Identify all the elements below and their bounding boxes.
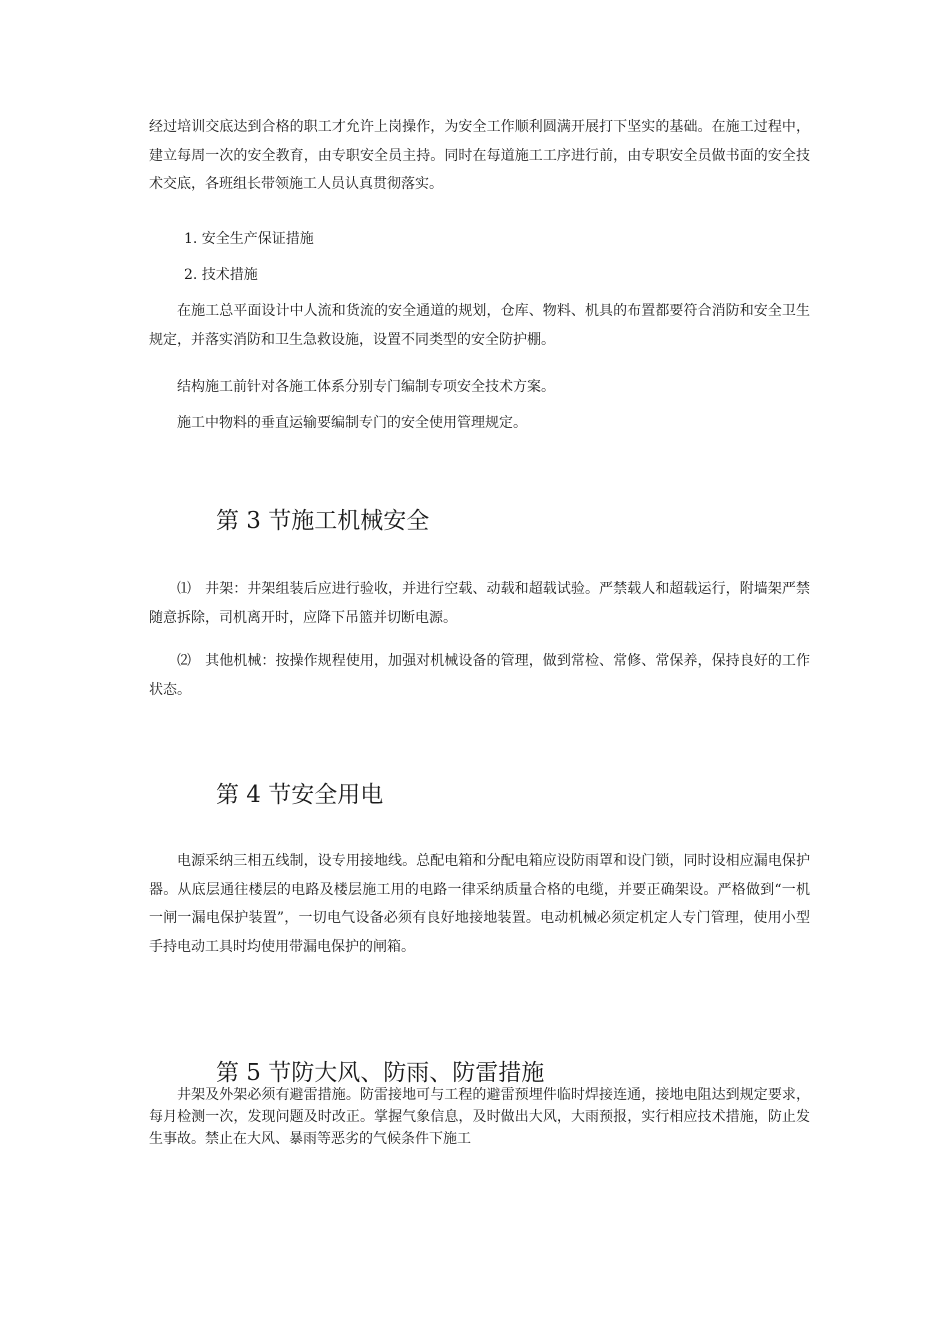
paragraph-electricity: 电源采纳三相五线制，设专用接地线。总配电箱和分配电箱应设防雨罩和设门锁，同时设相应漏电保护器。从底层通往楼层的电路及楼层施工用的电路一律采纳质量合格的电缆，并要正确架设。严格做到“一机一闸一漏电保护装置”，一切电气设备必须有良好地接地装置。电动机械必须定机定人专门管理，使用小型手持电动工具时均使用带漏电保护的闸箱。 [149,853,810,955]
section-5-title: 第 5 节防大风、防雨、防雷措施 [216,1060,545,1086]
list-item-safety-measures: 1. 安全生产保证措施 [184,231,314,247]
paragraph-weather-lightning: 井架及外架必须有避雷措施。防雷接地可与工程的避雷预埋件临时焊接连通，接地电阻达到规定要求，每月检测一次，发现问题及时改正。掌握气象信息，及时做出大风，大雨预报，实行相应技术措施，防止发生事故。禁止在大风、暴雨等恶劣的气候条件下施工 [149,1087,810,1147]
paragraph-other-machinery: ⑵ 其他机械：按操作规程使用，加强对机械设备的管理，做到常检、常修、常保养，保持良好的工作状态。 [149,653,810,698]
section-3-title: 第 3 节施工机械安全 [216,508,430,534]
paragraph-hoist: ⑴ 井架：井架组装后应进行验收，并进行空载、动载和超载试验。严禁载人和超载运行，附墙架严禁随意拆除，司机离开时，应降下吊篮并切断电源。 [149,581,810,626]
paragraph-site-layout: 在施工总平面设计中人流和货流的安全通道的规划，仓库、物料、机具的布置都要符合消防和安全卫生规定，并落实消防和卫生急救设施，设置不同类型的安全防护棚。 [149,303,810,348]
paragraph-vertical-transport: 施工中物料的垂直运输要编制专门的安全使用管理规定。 [177,415,527,431]
intro-continued-paragraph: 经过培训交底达到合格的职工才允许上岗操作，为安全工作顺利圆满开展打下坚实的基础。在施工过程中，建立每周一次的安全教育，由专职安全员主持。同时在每道施工工序进行前，由专职安全员做书面的安全技术交底，各班组长带领施工人员认真贯彻落实。 [149,119,810,192]
section-4-title: 第 4 节安全用电 [216,782,384,808]
list-item-technical-measures: 2. 技术措施 [184,267,258,283]
paragraph-structure-plan: 结构施工前针对各施工体系分别专门编制专项安全技术方案。 [177,379,555,395]
